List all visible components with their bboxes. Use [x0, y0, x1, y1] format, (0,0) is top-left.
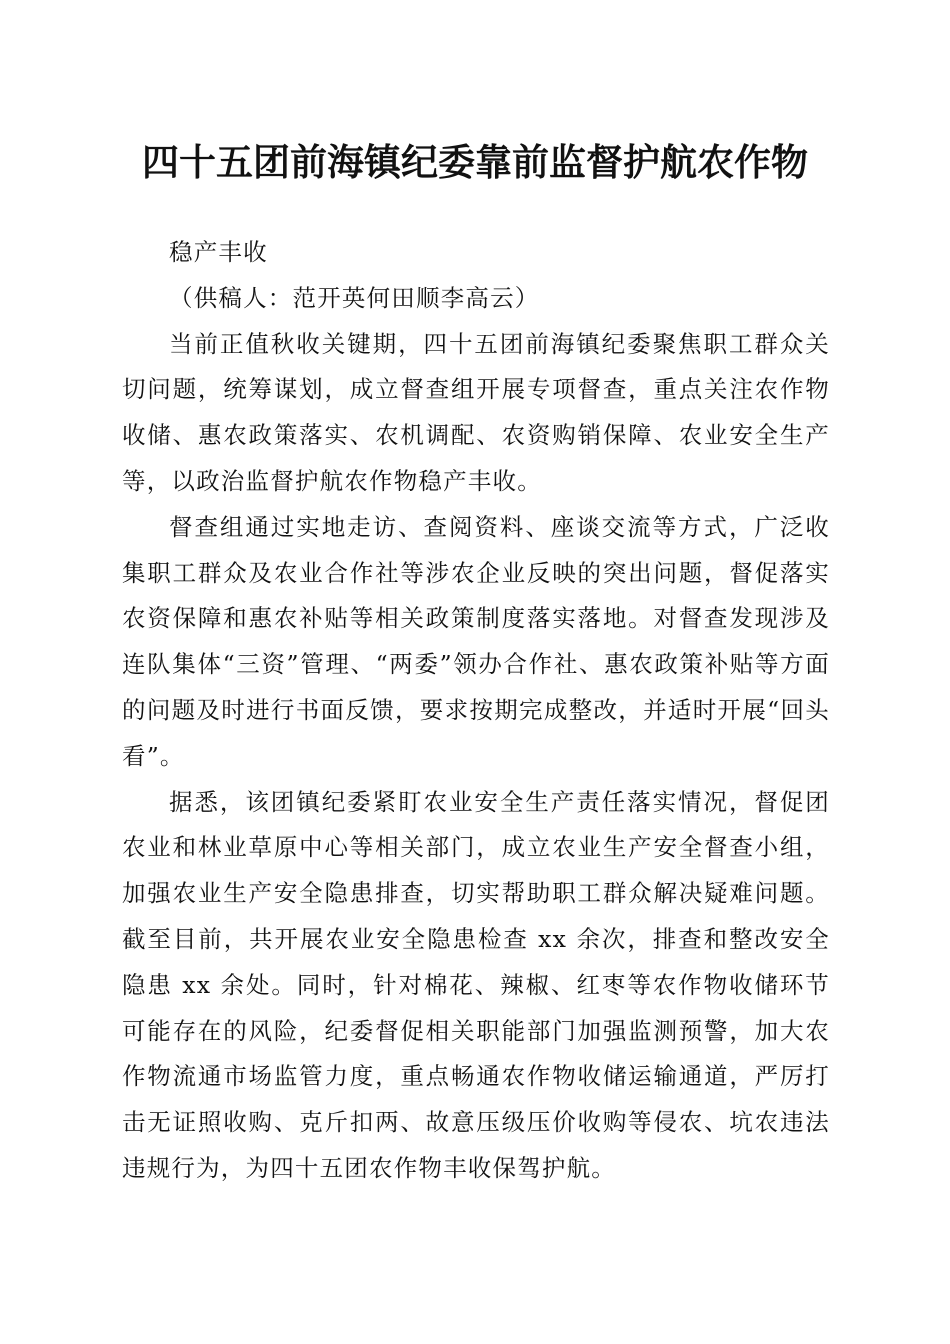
body-paragraph: 督查组通过实地走访、查阅资料、座谈交流等方式，广泛收集职工群众及农业合作社等涉农企业反映的突出问题，督促落实农资保障和惠农补贴等相关政策制度落实落地。对督查发现涉及连队集体“三资”管理、“两委”领办合作社、惠农政策补贴等方面的问题及时进行书面反馈，要求按期完成整改，并适时开展“回头看”。 — [122, 512, 830, 770]
body-paragraph: 据悉，该团镇纪委紧盯农业安全生产责任落实情况，督促团农业和林业草原中心等相关部门，成立农业生产安全督查小组，加强农业生产安全隐患排查，切实帮助职工群众解决疑难问题。截至目前，共开展农业安全隐患检查 xx 余次，排查和整改安全隐患 xx 余处。同时，针对棉花、辣椒、红枣等农作物收储环节可能存在的风险，纪委督促相关职能部门加强监测预警，加大农作物流通市场监管力度，重点畅通农作物收储运输通道，严厉打击无证照收购、克斤扣两、故意压级压价收购等侵农、坑农违法违规行为，为四十五团农作物丰收保驾护航。 — [122, 787, 830, 1182]
document-title: 四十五团前海镇纪委靠前监督护航农作物 — [142, 140, 808, 184]
document-body — [122, 230, 830, 1192]
body-paragraph: 当前正值秋收关键期，四十五团前海镇纪委聚焦职工群众关切问题，统筹谋划，成立督查组开展专项督查，重点关注农作物收储、惠农政策落实、农机调配、农资购销保障、农业安全生产等，以政治监督护航农作物稳产丰收。 — [122, 329, 830, 495]
contributors-line: （供稿人：范开英何田顺李高云） — [169, 283, 540, 312]
subtitle-continuation: 稳产丰收 — [169, 238, 268, 266]
